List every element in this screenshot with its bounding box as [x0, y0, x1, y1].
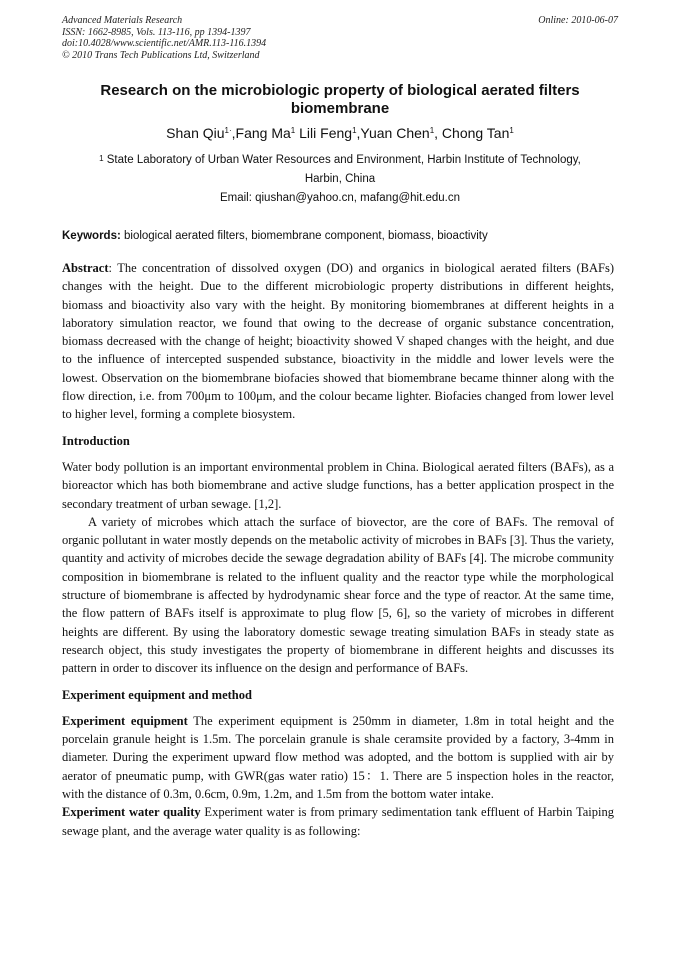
copyright-line: © 2010 Trans Tech Publications Ltd, Switzerland	[62, 49, 260, 61]
author-name: ,Fang Ma	[231, 125, 291, 141]
keywords-text: biological aerated filters, biomembrane component, biomass, bioactivity	[120, 230, 488, 242]
author-affiliation-mark: 1·	[224, 126, 232, 135]
water-quality-label: Experiment water quality	[62, 805, 201, 820]
intro-paragraph-1: Water body pollution is an important environmental problem in China. Biological aerated filters (BAFs), as a bioreactor which has both biomembrane and active sludge functions, has a better application prospect in the secondary treatment of urban sewage. [1,2].	[62, 459, 614, 511]
affiliation-mark: 1	[99, 154, 104, 163]
journal-header	[62, 15, 618, 61]
affiliation-block	[62, 151, 618, 208]
equipment-label: Experiment equipment	[62, 713, 188, 728]
author-name: Shan Qiu	[166, 125, 225, 141]
author-name: ,Yuan Chen	[356, 125, 430, 141]
author-name: Lili Feng	[295, 125, 353, 141]
journal-name: Advanced Materials Research	[62, 15, 183, 26]
author-affiliation-mark: 1	[290, 126, 296, 135]
affiliation-city: Harbin, China	[304, 173, 376, 185]
author-affiliation-mark: 1	[509, 126, 514, 135]
author-list	[62, 124, 618, 142]
email-line: Email: qiushan@yahoo.cn, mafang@hit.edu.cn	[219, 192, 461, 204]
abstract-paragraph	[62, 259, 614, 424]
keywords	[62, 228, 618, 244]
section-heading-method: Experiment equipment and method	[62, 687, 252, 702]
equipment-text: The experiment equipment is 250mm in diameter, 1.8m in total height and the porcelain granule height is 1.5m. The porcelain granule is shale ceramsite provided by a factory, 3-4mm in diameter. During the experiment upward flow method was adopted, and the bottom is supplied with air by aerator of pneumatic pump, with GWR(gas water ratio) 15：1. There are 5 inspection holes in the reactor, with the distance of 0.3m, 0.6cm, 0.9m, 1.2m, and 1.5m from the bottom water intake.	[62, 713, 614, 802]
keywords-label: Keywords:	[62, 230, 121, 242]
intro-paragraph-2: A variety of microbes which attach the surface of biovector, are the core of BAFs. The removal of organic pollutant in water mostly depends on the metabolic activity of microbes in BAFs [3]. Thus the variety, quantity and activity of microbes decide the sewage degradation ability of BAFs [4]. The microbe community composition in biomembrane is related to the influent quality and the reactor type while the morphological structure of biomembrane is affected by hydrodynamic shear force and the type of reactor. At the same time, the flow pattern of BAFs itself is approximate to plug flow [5, 6], so the variety of microbes in different heights are different. By using the laboratory domestic sewage treating simulation BAFs in steady state as research object, this study investigates the property of biomembrane in different heights and discusses its pattern in order to discover its influence on the design and performance of BAFs.	[62, 514, 614, 676]
issn-line: ISSN: 1662-8985, Vols. 113-116, pp 1394-1397	[62, 26, 251, 38]
paper-body	[62, 259, 614, 840]
online-date: Online: 2010-06-07	[538, 15, 618, 26]
section-heading-introduction: Introduction	[62, 433, 130, 448]
author-affiliation-mark: 1	[429, 126, 435, 135]
author-name: , Chong Tan	[434, 125, 510, 141]
abstract-text: : The concentration of dissolved oxygen (DO) and organics in biological aerated filters (BAFs) changes with the height. Due to the different microbiologic property distributions in different heights, biomass and bioactivity also vary with the height. By monitoring biomembranes at different heights in a laboratory simulation reactor, we found that owing to the decrease of organic substance concentration, biomass decreased with the change of height; bioactivity showed V shaped changes with the height, and due to the influence of intercepted suspended substance, bioactivity in the middle and lower levels were the lowest. Observation on the biomembrane biofacies showed that biomembrane became thinner along with the flow direction, i.e. from 700μm to 100μm, and the colour became lighter. Biofacies changed from lower level to higher level, forming a complete biosystem.	[62, 261, 614, 422]
affiliation-line: $^1$ State Laboratory of Urban Water Resources and Environment, Harbin Institute of Technology,	[99, 154, 581, 166]
author-affiliation-mark: 1	[352, 126, 357, 135]
paper-title: Research on the microbiologic property of biological aerated filters biomembrane	[100, 82, 580, 117]
equipment-paragraph	[62, 712, 614, 803]
abstract-label: Abstract	[62, 261, 109, 275]
water-quality-text: Experiment water is from primary sedimentation tank effluent of Harbin Taiping sewage plant, and the average water quality is as following:	[62, 805, 614, 838]
doi-line: doi:10.4028/www.scientific.net/AMR.113-116.1394	[62, 38, 267, 49]
water-quality-paragraph	[62, 803, 614, 840]
